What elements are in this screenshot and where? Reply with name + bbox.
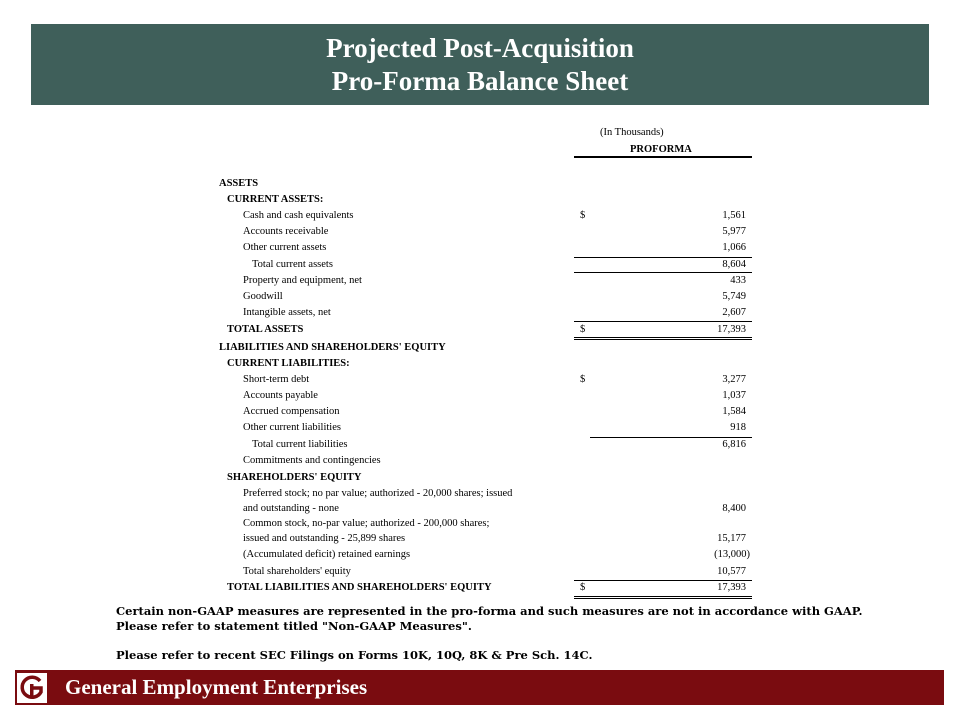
row-label: Other current liabilities (243, 422, 341, 433)
row-label: TOTAL LIABILITIES AND SHAREHOLDERS' EQUITY (227, 582, 492, 593)
row-value: 918 (730, 422, 746, 433)
row-label: Short-term debt (243, 374, 310, 385)
subtotal-rule (574, 272, 752, 273)
row-value: 433 (730, 275, 746, 286)
row-value: 15,177 (717, 533, 746, 544)
row-label: Total current liabilities (252, 439, 348, 450)
row-value: 2,607 (722, 307, 746, 318)
row-label: Accrued compensation (243, 406, 340, 417)
row-value: 1,561 (722, 210, 746, 221)
row-value: 3,277 (722, 374, 746, 385)
row-label: LIABILITIES AND SHAREHOLDERS' EQUITY (219, 342, 446, 353)
row-value: (13,000) (714, 549, 750, 560)
row-value: 10,577 (717, 566, 746, 577)
page-title-line-2: Pro-Forma Balance Sheet (331, 65, 629, 96)
row-value: 17,393 (717, 324, 746, 335)
row-label: TOTAL ASSETS (227, 324, 304, 335)
row-value: 8,400 (722, 503, 746, 514)
subtotal-rule (574, 257, 752, 258)
row-value: 1,037 (722, 390, 746, 401)
row-value: 1,066 (722, 242, 746, 253)
row-label: Other current assets (243, 242, 327, 253)
total-double-rule (574, 337, 752, 340)
row-label: (Accumulated deficit) retained earnings (243, 549, 411, 560)
row-label: Common stock, no-par value; authorized - 200,000 shares; (243, 518, 490, 529)
row-label: Accounts receivable (243, 226, 329, 237)
row-label: and outstanding - none (243, 503, 339, 514)
currency-symbol: $ (580, 324, 586, 335)
subtotal-rule (590, 437, 752, 438)
row-value: 6,816 (722, 439, 746, 450)
note-line-3: Please refer to recent SEC Filings on Forms 10K, 10Q, 8K & Pre Sch. 14C. (116, 648, 593, 662)
note-line-2: Please refer to statement titled "Non-GAAP Measures". (116, 619, 472, 633)
row-label: CURRENT ASSETS: (227, 194, 324, 205)
row-label: SHAREHOLDERS' EQUITY (227, 472, 362, 483)
row-label: Total current assets (252, 259, 333, 270)
currency-symbol: $ (580, 374, 586, 385)
company-logo-icon (17, 673, 47, 703)
row-label: Commitments and contingencies (243, 455, 381, 466)
units-label: (In Thousands) (600, 127, 664, 138)
row-value: 8,604 (722, 259, 746, 270)
row-label: Intangible assets, net (243, 307, 331, 318)
header-rule (574, 156, 752, 158)
row-label: Property and equipment, net (243, 275, 362, 286)
footer-banner (15, 670, 944, 705)
notes-section (116, 604, 876, 663)
row-label: Goodwill (243, 291, 283, 302)
currency-symbol: $ (580, 210, 586, 221)
row-label: CURRENT LIABILITIES: (227, 358, 350, 369)
row-label: issued and outstanding - 25,899 shares (243, 533, 406, 544)
page-title-line-1: Projected Post-Acquisition (326, 32, 634, 63)
row-label: Cash and cash equivalents (243, 210, 354, 221)
currency-symbol: $ (580, 582, 586, 593)
row-label: ASSETS (219, 178, 259, 189)
column-header: PROFORMA (630, 144, 692, 155)
subtotal-rule (574, 580, 752, 581)
note-line-1: Certain non-GAAP measures are represented in the pro-forma and such measures are not in accordance with GAAP. (116, 604, 863, 618)
company-name: General Employment Enterprises (65, 675, 368, 699)
row-value: 17,393 (717, 582, 746, 593)
row-label: Accounts payable (243, 390, 318, 401)
row-value: 5,749 (722, 291, 746, 302)
row-value: 5,977 (722, 226, 746, 237)
subtotal-rule (574, 321, 752, 322)
row-value: 1,584 (722, 406, 746, 417)
total-double-rule (574, 596, 752, 599)
row-label: Preferred stock; no par value; authorized - 20,000 shares; issued (243, 488, 513, 499)
row-label: Total shareholders' equity (243, 566, 351, 577)
